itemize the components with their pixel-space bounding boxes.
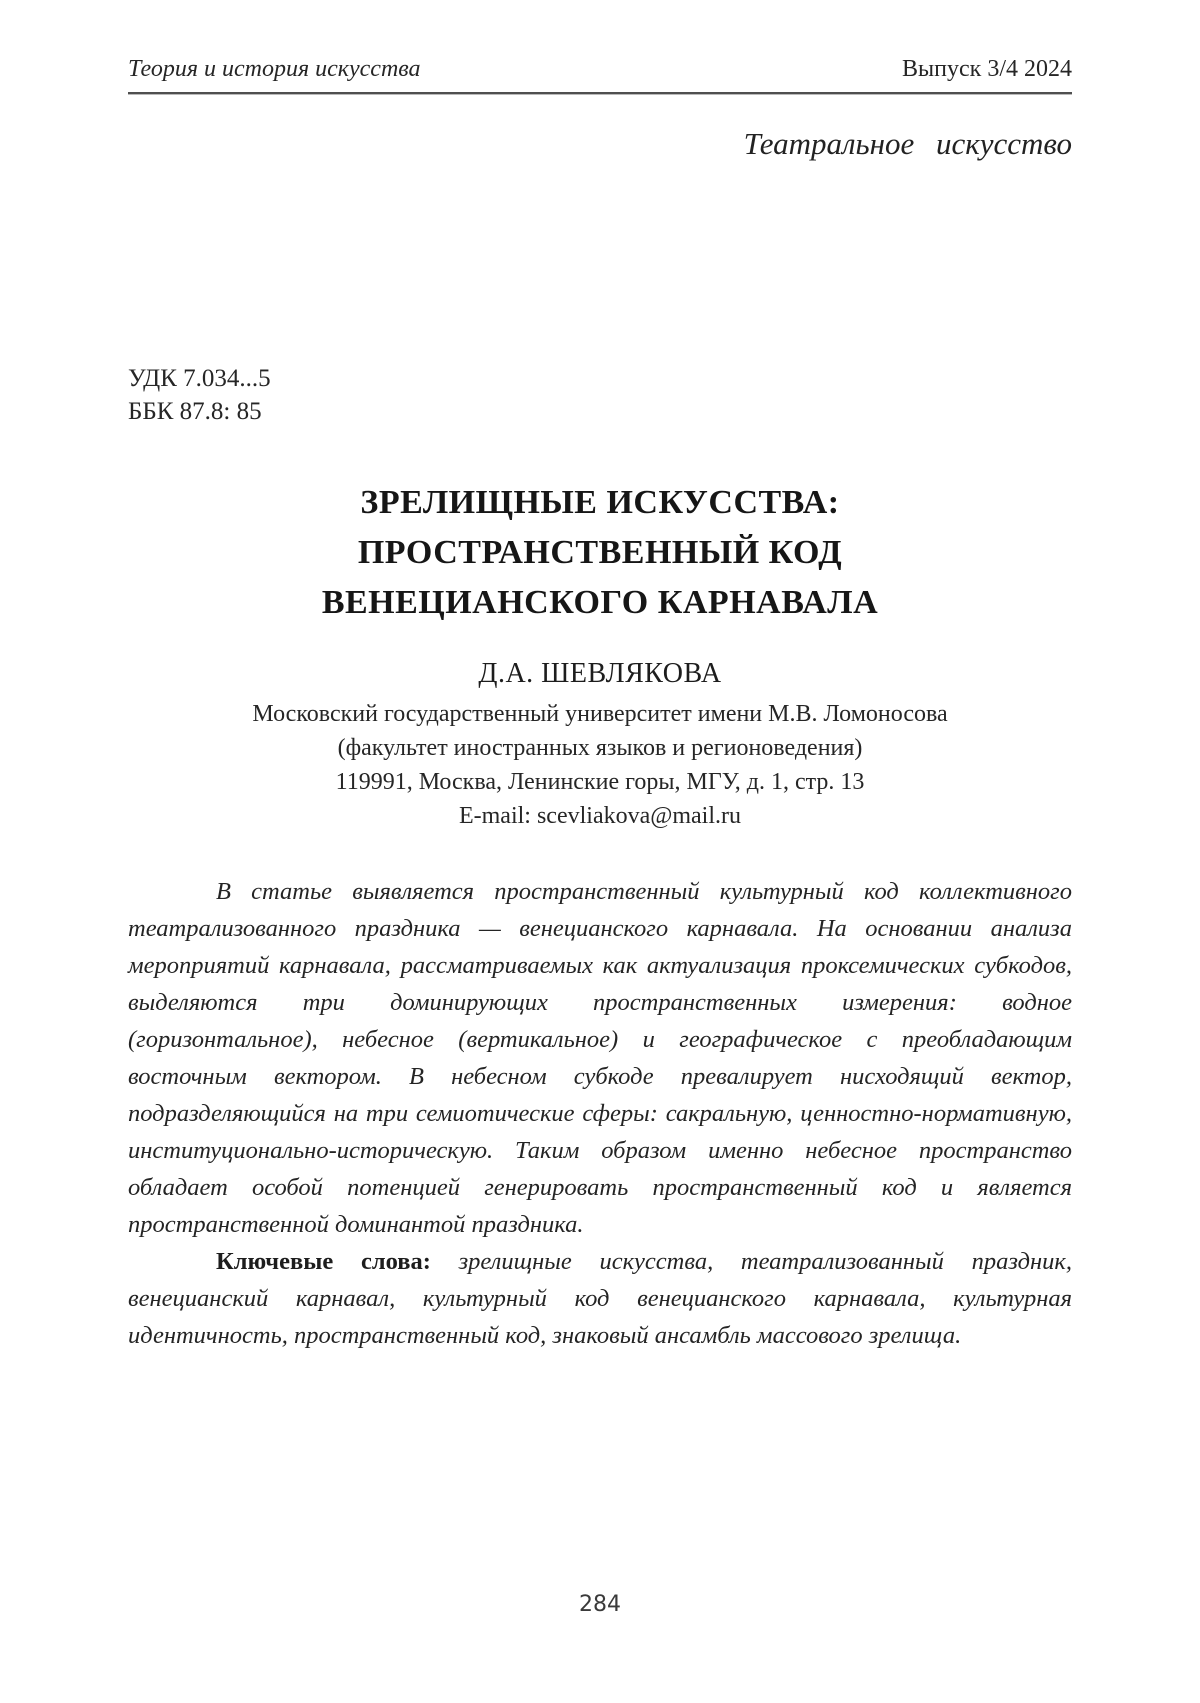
article-title-line-3: ВЕНЕЦИАНСКОГО КАРНАВАЛА <box>321 584 879 621</box>
keywords-paragraph <box>128 1243 1072 1354</box>
abstract-block <box>128 873 1072 1354</box>
section-heading: Театральное искусство <box>743 126 1072 161</box>
affiliation-faculty: (факультет иностранных языков и регионоведения) <box>337 735 863 761</box>
article-title-line-1: ЗРЕЛИЩНЫЕ ИСКУССТВА: <box>360 484 840 521</box>
page-number: 284 <box>579 1592 621 1617</box>
article-title <box>128 478 1072 628</box>
keywords-label: Ключевые слова: <box>216 1248 431 1275</box>
affiliation-address: 119991, Москва, Ленинские горы, МГУ, д. 1, стр. 13 <box>335 769 865 795</box>
affiliation-email: E-mail: scevliakova@mail.ru <box>458 803 741 829</box>
keywords-text: зрелищные искусства, театрализованный праздник, венецианский карнавал, культурный код венецианского карнавала, культурная идентичность, пространственный код, знаковый ансамбль массового зрелища. <box>128 1248 1072 1349</box>
running-header-issue: Выпуск 3/4 2024 <box>902 56 1072 82</box>
abstract-text: В статье выявляется пространственный культурный код коллективного театрализованного праздника — венецианского карнавала. На основании анализа мероприятий карнавала, рассматриваемых как актуализация проксемических субкодов, выделяются три доминирующих пространственных измерения: водное (горизонтальное), небесное (вертикальное) и географическое с преобладающим восточным вектором. В небесном субкоде превалирует нисходящий вектор, подразделяющийся на три семиотические сферы: сакральную, ценностно-нормативную, институционально-историческую. Таким образом именно небесное пространство обладает особой потенцией генерировать пространственный код и является пространственной доминантой праздника. <box>128 878 1072 1238</box>
page-content <box>128 0 1072 1354</box>
affiliation-block <box>128 697 1072 833</box>
udk-code: УДК 7.034...5 <box>128 365 271 392</box>
classification-block <box>128 362 1072 428</box>
bbk-code: ББК 87.8: 85 <box>128 398 262 425</box>
running-header-journal-section: Теория и история искусства <box>128 56 421 82</box>
article-title-line-2: ПРОСТРАНСТВЕННЫЙ КОД <box>357 534 843 571</box>
author-name: Д.А. ШЕВЛЯКОВА <box>478 658 722 689</box>
affiliation-university: Московский государственный университет имени М.В. Ломоносова <box>252 701 948 727</box>
running-header <box>128 0 1072 94</box>
